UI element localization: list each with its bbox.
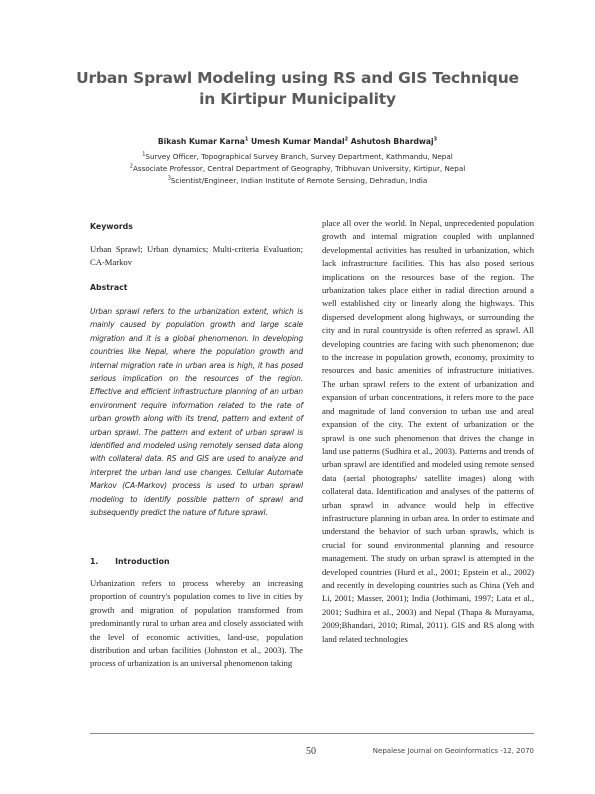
title-line-1: Urban Sprawl Modeling using RS and GIS Technique: [76, 69, 519, 87]
author-2: Umesh Kumar Mandal: [251, 137, 345, 146]
footer-divider: [90, 733, 534, 734]
keywords-text: Urban Sprawl; Urban dynamics; Multi-criteria Evaluation; CA-Markov: [90, 244, 303, 268]
page-number: 50: [306, 746, 316, 757]
introduction-text-left: Urbanization refers to process whereby an increasing proportion of country's population comes to live in cities by growth and migration of population transformed from predominantly rural to urban area and closely associated with the level of economic activities, land-use, population distribution and urban facilities (Johnston et al., 2003). The process of urbanization is an universal phenomenon taking: [90, 578, 303, 669]
author-1-mark: 1: [244, 136, 249, 143]
author-list: [60, 137, 535, 146]
journal-footer: Nepalese Journal on Geoinformatics -12, 2070: [372, 747, 534, 755]
introduction-heading: [90, 557, 303, 566]
affiliation-3-mark: 3: [167, 175, 171, 182]
author-1: Bikash Kumar Karna: [157, 137, 245, 146]
affiliation-2: [60, 164, 535, 173]
affiliation-1-mark: 1: [142, 151, 146, 158]
abstract-heading: Abstract: [90, 283, 128, 292]
author-3: Ashutosh Bhardwaj: [350, 137, 434, 146]
title-line-2: in Kirtipur Municipality: [199, 90, 396, 108]
affiliation-3: [60, 176, 535, 185]
author-3-mark: 3: [433, 136, 438, 143]
introduction-text-right: place all over the world. In Nepal, unprecedented population growth and internal migration coupled with unplanned developmental activities has resulted in urbanization, which lack infrastructure facilities. This has also posed serious implications on the resources base of the region. The urbanization takes place either in radial direction around a well established city or linearly along the highways. This dispersed development along highways, or surrounding the city and in rural countryside is often referred as sprawl. All developing countries are facing with such phenomenon; due to the increase in population growth, economy, proximity to resources and basic amenities of infrastructure initiatives. The urban sprawl refers to the extent of urbanization and expansion of urban concentrations, it refers more to the pace and magnitude of land conversion to urban use and areal expansion of the city. The extent of urbanization or the sprawl is one such phenomenon that drives the change in land use patterns (Sudhira et al., 2003). Patterns and trends of urban sprawl are identified and modeled using remote sensed data (aerial photographs/ satellite images) along with collateral data. Identification and analyses of the patterns of urban sprawl in advance would help in effective infrastructure planning in urban area. In order to estimate and understand the behavior of such urban sprawls, which is crucial for sound environmental planning and resource management. The study on urban sprawl is attempted in the developed countries (Hurd et al., 2001; Epstein et al., 2002) and recently in developing countries such as China (Yeh and Li, 2001; Masser, 2001); India (Jothimani, 1997; Lata et al., 2001; Sudhira et al., 2003) and Nepal (Thapa & Murayama, 2009;Bhandari, 2010; Rimal, 2011). GIS and RS along with land related technologies: [322, 218, 534, 644]
affiliation-1: [60, 152, 535, 161]
keywords-heading: Keywords: [90, 222, 133, 231]
section-title: Introduction: [115, 557, 170, 566]
affiliation-2-mark: 2: [129, 163, 133, 170]
affiliation-2-text: Associate Professor, Central Department of Geography, Tribhuvan University, Kirtipur, Nepal: [132, 164, 466, 173]
affiliation-1-text: Survey Officer, Topographical Survey Branch, Survey Department, Kathmandu, Nepal: [145, 152, 453, 161]
affiliation-3-text: Scientist/Engineer, Indian Institute of Remote Sensing, Dehradun, India: [170, 176, 428, 185]
author-2-mark: 2: [344, 136, 349, 143]
abstract-text: Urban sprawl refers to the urbanization extent, which is mainly caused by population growth and large scale migration and it is a global phenomenon. In developing countries like Nepal, where the population growth and internal migration rate in urban area is high, it has posed serious implication on the resources of the region. Effective and efficient infrastructure planning of an urban environment require information related to the rate of urban growth along with its trend, pattern and extent of urban sprawl. The pattern and extent of urban sprawl is identified and modeled using remotely sensed data along with collateral data. RS and GIS are used to analyze and interpret the urban land use changes. Cellular Automate Markov (CA-Markov) process is used to urban sprawl modeling to identify possible pattern of sprawl and subsequently predict the nature of future sprawl.: [90, 307, 303, 518]
paper-title: [60, 68, 535, 110]
section-number: 1.: [90, 557, 99, 566]
